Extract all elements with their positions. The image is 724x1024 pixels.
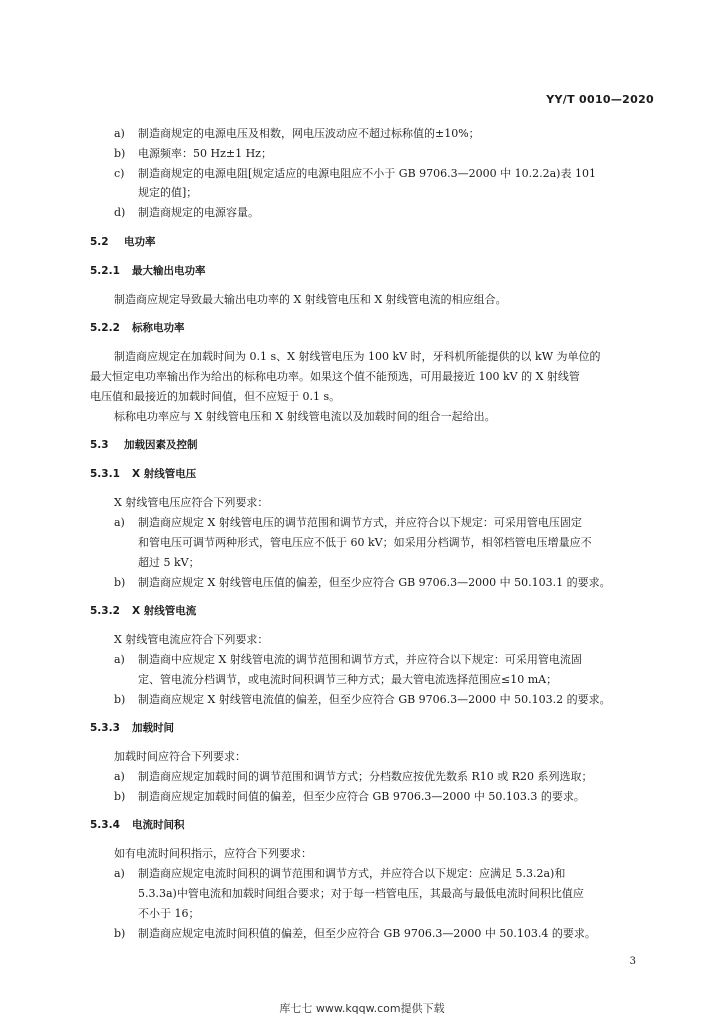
paragraph-line: 电压值和最接近的加载时间值，但不应短于 0.1 s。 [90,390,341,403]
list-item [114,515,582,530]
list-text-cont: 不小于 16； [138,907,200,920]
list-label: d) [114,206,126,219]
section-title: 电功率 [124,236,156,248]
paragraph-line: 制造商应规定在加载时间为 0.1 s、X 射线管电压为 100 kV 时，牙科机所能提供的以 kW 为单位的 [114,350,601,363]
list-label: a) [114,127,125,140]
list-text: 制造商应规定电流时间积的调节范围和调节方式，并应符合以下规定：应满足 5.3.2a)和 [138,867,566,880]
list-item [114,166,596,181]
section-title: 电流时间积 [132,819,185,831]
paragraph-line: X 射线管电流应符合下列要求： [114,633,269,646]
list-text: 制造商应规定加载时间的调节范围和调节方式；分档数应按优先数系 R10 或 R20 系列选取； [138,770,593,783]
section-number: 5.2 [90,236,109,248]
download-footer: 库七七 www.kqqw.com提供下载 [279,1002,445,1015]
list-text: 制造商应规定电流时间积值的偏差，但至少应符合 GB 9706.3—2000 中 50.103.4 的要求。 [138,927,596,940]
list-text-cont: 超过 5 kV； [138,556,200,569]
list-text-cont: 定、管电流分档调节，或电流时间积调节三种方式；最大管电流选择范围应≤10 mA； [138,673,558,686]
list-item [114,769,593,784]
list-text: 制造商中应规定 X 射线管电流的调节范围和调节方式，并应符合以下规定：可采用管电流固 [138,653,582,666]
list-label: a) [114,653,125,666]
list-item [114,652,582,667]
list-label: b) [114,147,126,160]
list-text: 制造商规定的电源电压及相数，网电压波动应不超过标称值的±10%； [138,127,480,140]
standard-code: YY/T 0010—2020 [546,93,654,106]
section-title: 标称电功率 [132,322,185,334]
paragraph-line: 如有电流时间积指示，应符合下列要求： [114,847,312,860]
list-item [114,692,611,707]
list-item [114,146,272,161]
list-item [114,205,259,220]
list-text: 制造商规定的电源电阻[规定适应的电源电阻应不小于 GB 9706.3—2000 中 10.2.2a)表 101 [138,167,596,180]
list-item [114,575,611,590]
section-title: 加载时间 [132,722,174,734]
section-heading [90,467,196,482]
section-number: 5.3 [90,439,109,451]
section-title: X 射线管电流 [132,605,197,617]
paragraph-line: 加载时间应符合下列要求： [114,750,246,763]
list-item [114,926,596,941]
list-item [114,866,565,881]
section-heading [90,321,185,336]
paragraph-line: 制造商应规定导致最大输出电功率的 X 射线管电压和 X 射线管电流的相应组合。 [114,293,507,306]
list-text-cont: 规定的值]； [138,186,198,199]
list-item [114,789,585,804]
list-label: b) [114,927,126,940]
section-number: 5.2.1 [90,265,120,277]
paragraph-line: 最大恒定电功率输出作为给出的标称电功率。如果这个值不能预选，可用最接近 100 kV 的 X 射线管 [90,370,580,383]
paragraph-line: X 射线管电压应符合下列要求： [114,496,269,509]
list-text: 制造商规定的电源容量。 [138,206,259,219]
list-text: 电源频率：50 Hz±1 Hz； [138,147,272,160]
list-text: 制造商应规定 X 射线管电压值的偏差，但至少应符合 GB 9706.3—2000 中 50.103.1 的要求。 [138,576,611,589]
list-text: 制造商应规定 X 射线管电流值的偏差，但至少应符合 GB 9706.3—2000 中 50.103.2 的要求。 [138,693,611,706]
section-number: 5.3.3 [90,722,120,734]
section-heading [90,604,196,619]
list-text: 制造商应规定 X 射线管电压的调节范围和调节方式，并应符合以下规定：可采用管电压固定 [138,516,582,529]
list-label: a) [114,516,125,529]
section-number: 5.2.2 [90,322,120,334]
list-label: b) [114,790,126,803]
page-number: 3 [629,956,636,967]
section-title: 最大输出电功率 [132,265,206,277]
paragraph-line: 标称电功率应与 X 射线管电压和 X 射线管电流以及加载时间的组合一起给出。 [114,410,496,423]
section-number: 5.3.1 [90,468,120,480]
section-heading [90,264,206,279]
section-title: 加载因素及控制 [124,439,198,451]
list-label: a) [114,770,125,783]
list-text-cont: 和管电压可调节两种形式，管电压应不低于 60 kV；如采用分档调节，相邻档管电压增量应不 [138,536,592,549]
section-number: 5.3.2 [90,605,120,617]
section-title: X 射线管电压 [132,468,197,480]
section-heading [90,438,198,453]
list-label: b) [114,576,126,589]
list-text-cont: 5.3.3a)中管电流和加载时间组合要求；对于每一档管电压，其最高与最低电流时间积比值应 [138,887,584,900]
list-label: c) [114,167,125,180]
section-number: 5.3.4 [90,819,120,831]
list-text: 制造商应规定加载时间值的偏差，但至少应符合 GB 9706.3—2000 中 50.103.3 的要求。 [138,790,585,803]
section-heading [90,235,156,250]
section-heading [90,818,185,833]
section-heading [90,721,174,736]
list-label: a) [114,867,125,880]
list-item [114,126,480,141]
list-label: b) [114,693,126,706]
